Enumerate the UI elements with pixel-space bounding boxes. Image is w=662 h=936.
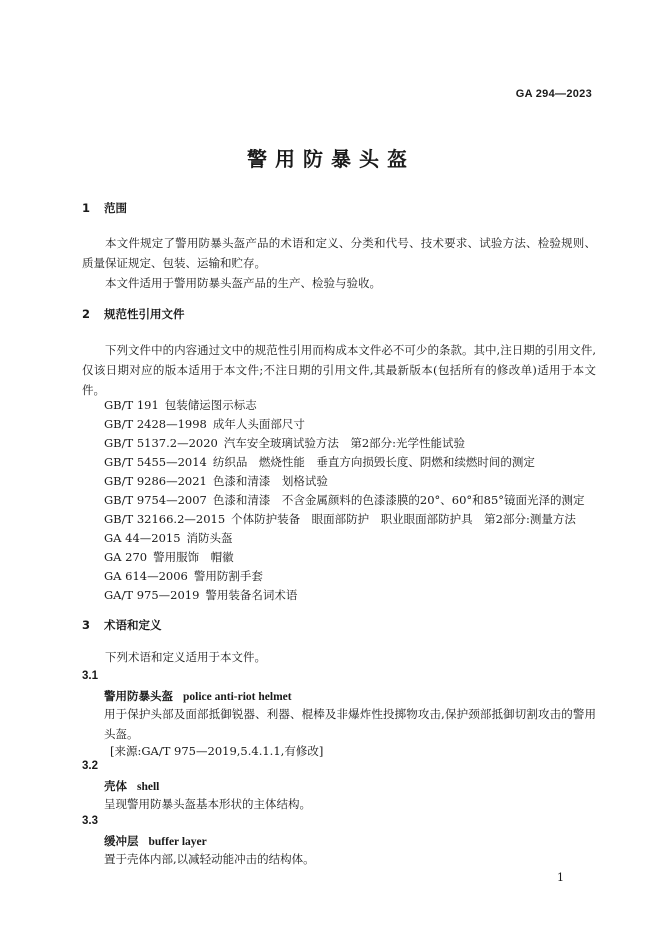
section-title: 范围 [104, 201, 127, 215]
reference-item [104, 473, 328, 489]
term-definition: 呈现警用防暴头盔基本形状的主体结构。 [104, 797, 311, 811]
reference-title: 警用服饰 帽徽 [153, 550, 234, 564]
reference-code: GB/T 2428—1998 [104, 417, 207, 431]
term-english: shell [137, 781, 160, 793]
reference-item [104, 530, 233, 546]
section-1-heading [82, 200, 127, 216]
document-title: 警用防暴头盔 [247, 147, 415, 171]
term-number: 3.1 [82, 670, 98, 682]
term-heading [104, 833, 207, 849]
section-title: 术语和定义 [104, 618, 162, 632]
reference-code: GA/T 975—2019 [104, 588, 200, 602]
section-title: 规范性引用文件 [104, 307, 185, 321]
reference-code: GB/T 9286—2021 [104, 474, 207, 488]
term-number: 3.2 [82, 760, 98, 772]
reference-title: 纺织品 燃烧性能 垂直方向损毁长度、阴燃和续燃时间的测定 [212, 455, 535, 469]
term-chinese: 壳体 [104, 779, 127, 793]
page-number: 1 [557, 871, 564, 884]
reference-code: GB/T 5137.2—2020 [104, 436, 218, 450]
section-number: 2 [82, 307, 91, 321]
term-chinese: 警用防暴头盔 [104, 689, 173, 703]
term-heading [104, 778, 159, 794]
reference-item [104, 511, 576, 527]
term-number: 3.3 [82, 815, 98, 827]
reference-title: 警用防割手套 [193, 569, 263, 583]
reference-title: 包装储运图示标志 [164, 398, 257, 412]
scope-paragraph-2: 本文件适用于警用防暴头盔产品的生产、检验与验收。 [105, 276, 381, 290]
section-number: 3 [82, 618, 91, 632]
reference-item [104, 397, 257, 413]
reference-item [104, 549, 234, 565]
reference-item [104, 568, 263, 584]
reference-title: 色漆和清漆 划格试验 [212, 474, 328, 488]
section-number: 1 [82, 201, 91, 215]
reference-code: GB/T 32166.2—2015 [104, 512, 226, 526]
reference-item [104, 416, 305, 432]
reference-item [104, 454, 535, 470]
section-2-heading [82, 306, 185, 322]
reference-code: GB/T 5455—2014 [104, 455, 207, 469]
reference-title: 警用装备名词术语 [205, 588, 298, 602]
terms-intro: 下列术语和定义适用于本文件。 [105, 650, 266, 664]
term-english: police anti-riot helmet [183, 691, 292, 703]
standard-code: GA 294—2023 [515, 88, 592, 100]
scope-paragraph-1: 本文件规定了警用防暴头盔产品的术语和定义、分类和代号、技术要求、试验方法、检验规则、质量保证规定、包装、运输和贮存。 [82, 236, 596, 270]
term-source: [来源:GA/T 975—2019,5.4.1.1,有修改] [110, 744, 324, 758]
reference-code: GA 270 [104, 550, 148, 564]
reference-title: 个体防护装备 眼面部防护 职业眼面部防护具 第2部分:测量方法 [231, 512, 576, 526]
reference-item [104, 435, 465, 451]
term-english: buffer layer [148, 836, 207, 848]
term-chinese: 缓冲层 [104, 834, 139, 848]
section-3-heading [82, 617, 162, 633]
reference-title: 消防头盔 [186, 531, 233, 545]
reference-title: 色漆和清漆 不含金属颜料的色漆漆膜的20°、60°和85°镜面光泽的测定 [212, 493, 585, 507]
reference-code: GB/T 9754—2007 [104, 493, 207, 507]
references-intro: 下列文件中的内容通过文中的规范性引用而构成本文件必不可少的条款。其中,注日期的引用文件,仅该日期对应的版本适用于本文件;不注日期的引用文件,其最新版本(包括所有的修改单)适用于本文件。 [82, 343, 596, 397]
reference-code: GB/T 191 [104, 398, 159, 412]
reference-item [104, 492, 585, 508]
reference-code: GA 614—2006 [104, 569, 188, 583]
reference-code: GA 44—2015 [104, 531, 181, 545]
term-heading [104, 688, 292, 704]
reference-title: 汽车安全玻璃试验方法 第2部分:光学性能试验 [223, 436, 466, 450]
term-definition: 置于壳体内部,以减轻动能冲击的结构体。 [104, 852, 315, 866]
reference-item [104, 587, 297, 603]
term-definition: 用于保护头部及面部抵御锐器、利器、棍棒及非爆炸性投掷物攻击,保护颈部抵御切割攻击的警用头盔。 [104, 707, 596, 741]
reference-title: 成年人头面部尺寸 [212, 417, 305, 431]
